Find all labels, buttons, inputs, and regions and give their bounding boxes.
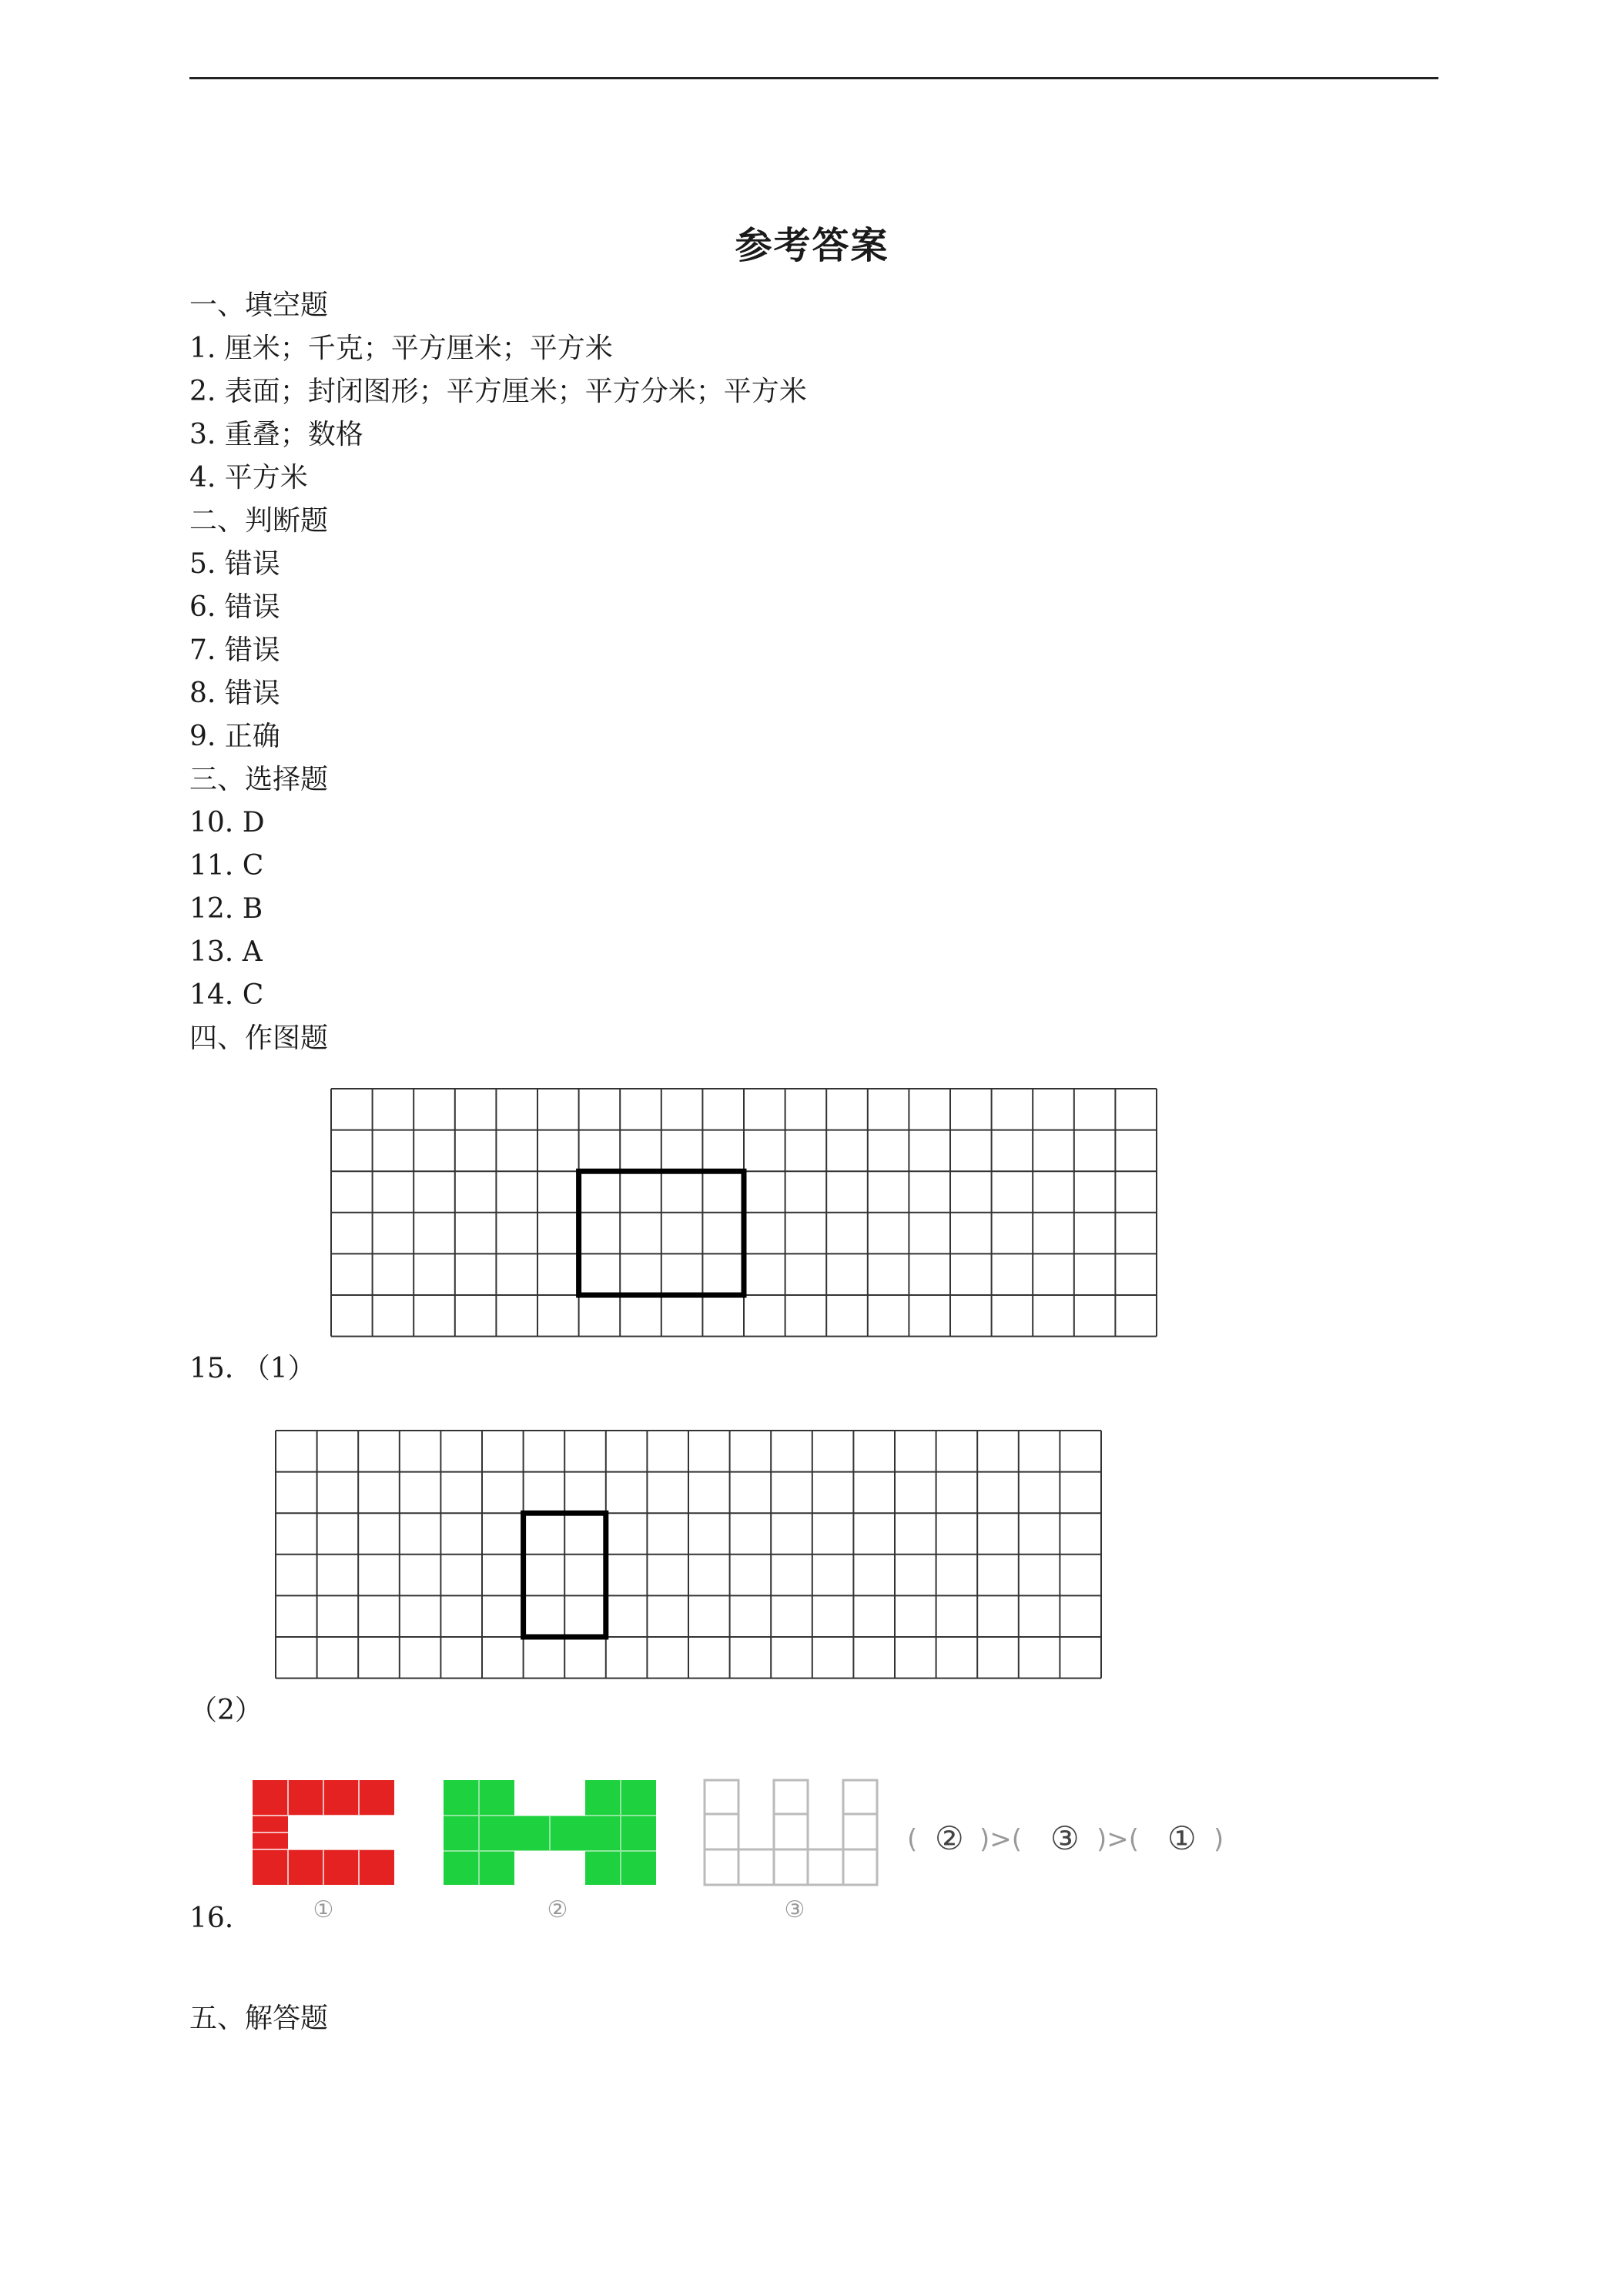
circled-2: ② xyxy=(935,1819,964,1857)
answer-item: 10. D xyxy=(189,807,265,838)
answer-item: 8. 错误 xyxy=(189,678,280,709)
gt-sep: )>( xyxy=(1097,1824,1140,1855)
shape-1-label: ① xyxy=(313,1896,334,1923)
shape-3-label: ③ xyxy=(784,1896,805,1923)
shape-2-label: ② xyxy=(547,1896,568,1923)
paren: ) xyxy=(1214,1824,1224,1855)
answer-item: 3. 重叠；数格 xyxy=(189,419,363,450)
answer-item: 12. B xyxy=(189,893,263,925)
answer-item: 11. C xyxy=(189,850,264,882)
q15-label-1: 15. （1） xyxy=(189,1353,316,1384)
header-rule xyxy=(189,77,1438,79)
answer-item: 7. 错误 xyxy=(189,634,280,666)
circled-3: ③ xyxy=(1050,1819,1080,1857)
answer-item: 14. C xyxy=(189,979,264,1011)
section-heading-choice: 三、选择题 xyxy=(189,764,329,795)
page-title: 参考答案 xyxy=(735,224,889,267)
answer-item: 4. 平方米 xyxy=(189,462,308,494)
answer-item: 13. A xyxy=(189,936,263,968)
shape-2 xyxy=(444,1780,656,1885)
answer-item: 2. 表面；封闭图形；平方厘米；平方分米；平方米 xyxy=(189,376,807,407)
section-heading-judge: 二、判断题 xyxy=(189,505,329,537)
answer-item: 6. 错误 xyxy=(189,591,280,623)
q15-label-2: （2） xyxy=(189,1695,263,1726)
q16-shapes xyxy=(246,1771,1247,1933)
q16-comparison xyxy=(907,1819,1224,1857)
gt-sep: )>( xyxy=(979,1824,1023,1855)
q16-label: 16. xyxy=(189,1903,234,1934)
answer-item: 5. 错误 xyxy=(189,548,280,580)
q15-grid-1 xyxy=(330,1087,1160,1363)
shape-3 xyxy=(705,1780,877,1885)
answer-item: 1. 厘米；千克；平方厘米；平方米 xyxy=(189,333,613,364)
q15-grid-2 xyxy=(274,1429,1104,1705)
section-heading-fill: 一、填空题 xyxy=(189,290,329,321)
shape-1 xyxy=(253,1780,394,1885)
section-heading-draw: 四、作图题 xyxy=(189,1022,329,1054)
section-heading-solve: 五、解答题 xyxy=(189,2003,329,2034)
paren: ( xyxy=(907,1824,918,1855)
circled-1: ① xyxy=(1167,1819,1197,1857)
answer-item: 9. 正确 xyxy=(189,721,280,752)
